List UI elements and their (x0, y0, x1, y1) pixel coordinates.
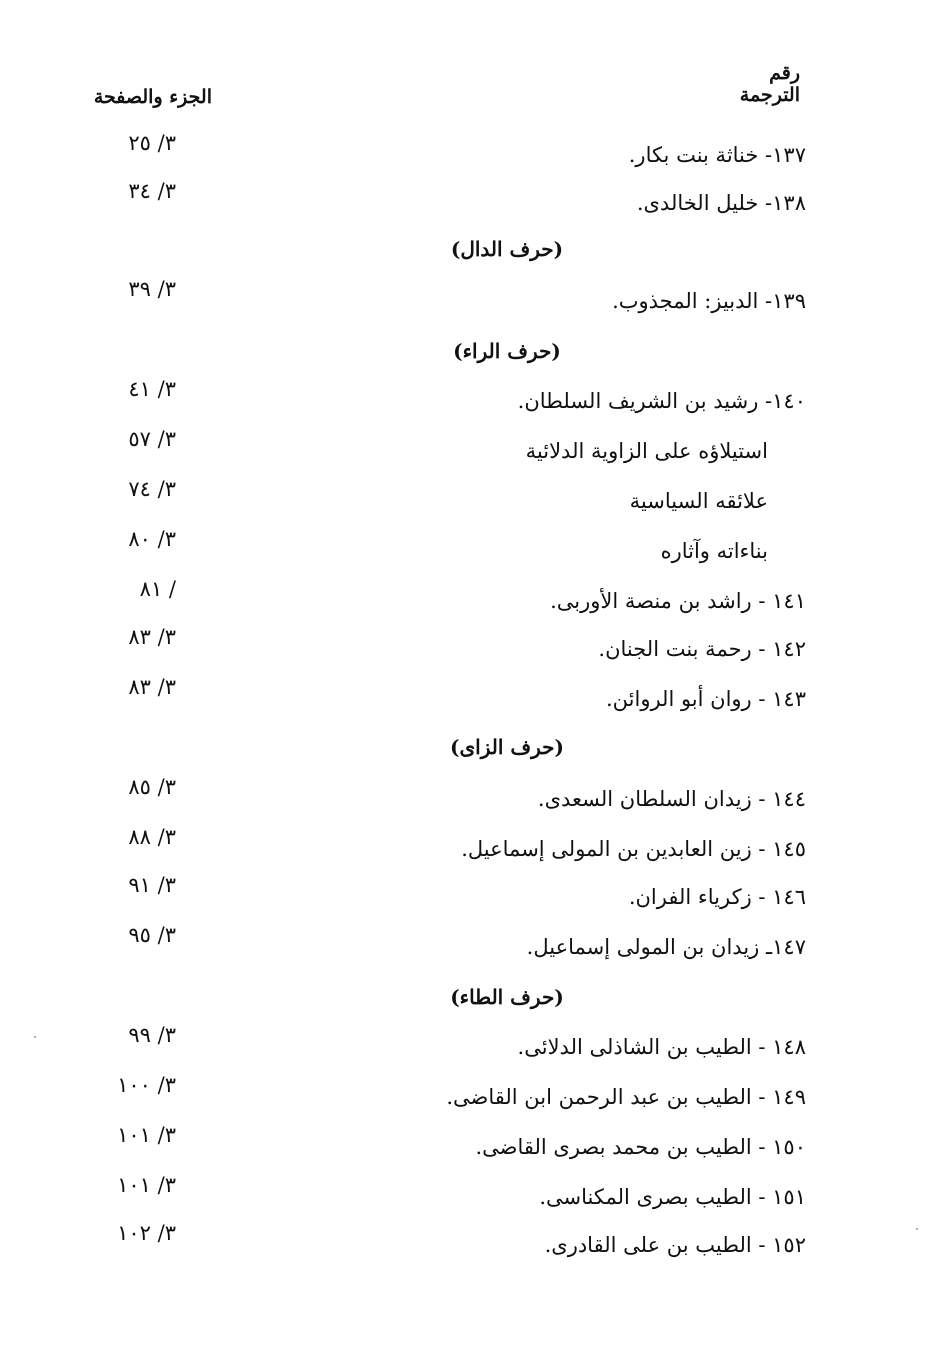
volume-page-ref: ٣/ ٨٠ (128, 527, 176, 551)
entry-title: ١٣٧- خناثة بنت بكار. (628, 143, 806, 167)
entry-title: استيلاؤه على الزاوية الدلائية (525, 439, 768, 463)
translation-number-header (740, 62, 800, 106)
section-heading-text: (حرف الدال) (450, 237, 564, 261)
volume-page-ref: ٣/ ٨٣ (128, 675, 176, 699)
index-entry-row (0, 625, 938, 674)
scan-speck (916, 1228, 918, 1230)
header-line-2: الترجمة (739, 84, 800, 106)
index-subentry-row (0, 527, 938, 576)
index-entry-row (0, 1123, 938, 1172)
section-heading (0, 982, 938, 1012)
index-entry-row (0, 775, 938, 824)
index-subentry-row (0, 477, 938, 526)
volume-page-ref: ٣/ ٢٥ (128, 131, 176, 155)
section-heading (0, 234, 938, 264)
section-heading-text: (حرف الزاى) (450, 735, 564, 759)
entry-title: ١٤٥ - زين العابدين بن المولى إسماعيل. (461, 837, 806, 861)
entry-title: ١٤٣ - روان أبو الروائن. (605, 687, 806, 711)
volume-page-ref: ٣/ ٤١ (128, 377, 176, 401)
entry-title: ١٤٨ - الطيب بن الشاذلى الدلائى. (517, 1035, 806, 1059)
entry-title: ١٣٨- خليل الخالدى. (636, 191, 806, 215)
section-heading-text: (حرف الراء) (453, 339, 561, 363)
index-entry-row (0, 1221, 938, 1270)
volume-page-ref: ٣/ ١٠٢ (117, 1221, 176, 1245)
entry-title: ١٣٩- الدبيز: المجذوب. (612, 289, 806, 313)
section-heading-text: (حرف الطاء) (450, 985, 564, 1009)
index-subentry-row (0, 427, 938, 476)
entry-title: بناءاته وآثاره (660, 539, 768, 563)
volume-page-header: الجزء والصفحة (93, 86, 212, 108)
section-heading (0, 336, 938, 366)
index-entry-row (0, 923, 938, 972)
section-heading (0, 732, 938, 762)
header-line-1: رقم (769, 62, 800, 84)
index-entry-row (0, 577, 938, 626)
volume-page-ref: / ٨١ (139, 577, 176, 601)
volume-page-ref: ٣/ ٥٧ (128, 427, 176, 451)
index-entry-row (0, 675, 938, 724)
volume-page-ref: ٣/ ٩١ (128, 873, 176, 897)
volume-page-ref: ٣/ ٩٥ (128, 923, 176, 947)
index-entry-row (0, 1073, 938, 1122)
index-entry-row (0, 1173, 938, 1222)
entry-title: ١٥٢ - الطيب بن على القادرى. (544, 1233, 806, 1257)
volume-page-ref: ٣/ ٩٩ (128, 1023, 176, 1047)
index-entry-row (0, 131, 938, 180)
entry-title: ١٤١ - راشد بن منصة الأوربى. (550, 589, 806, 613)
entry-title: علائقه السياسية (629, 489, 768, 513)
index-entry-row (0, 377, 938, 426)
volume-page-ref: ٣/ ٨٥ (128, 775, 176, 799)
volume-page-ref: ٣/ ٣٩ (128, 277, 176, 301)
entry-title: ١٤٧ـ زيدان بن المولى إسماعيل. (526, 935, 806, 959)
volume-page-ref: ٣/ ٨٣ (128, 625, 176, 649)
entry-title: ١٤٢ - رحمة بنت الجنان. (598, 637, 806, 661)
volume-page-ref: ٣/ ١٠١ (117, 1173, 176, 1197)
entry-title: ١٥١ - الطيب بصرى المكناسى. (539, 1185, 806, 1209)
volume-page-ref: ٣/ ٣٤ (128, 179, 176, 203)
entry-title: ١٤٤ - زيدان السلطان السعدى. (537, 787, 806, 811)
entry-title: ١٤٦ - زكرياء الفران. (628, 885, 806, 909)
volume-page-ref: ٣/ ٧٤ (128, 477, 176, 501)
index-entry-row (0, 179, 938, 228)
index-entry-row (0, 825, 938, 874)
index-entry-row (0, 277, 938, 326)
scan-speck (34, 1036, 36, 1038)
index-entry-row (0, 873, 938, 922)
entry-title: ١٤٠- رشيد بن الشريف السلطان. (517, 389, 806, 413)
volume-page-ref: ٣/ ٨٨ (128, 825, 176, 849)
volume-page-ref: ٣/ ١٠٠ (117, 1073, 176, 1097)
index-entry-row (0, 1023, 938, 1072)
entry-title: ١٥٠ - الطيب بن محمد بصرى القاضى. (475, 1135, 806, 1159)
volume-page-ref: ٣/ ١٠١ (117, 1123, 176, 1147)
entry-title: ١٤٩ - الطيب بن عبد الرحمن ابن القاضى. (446, 1085, 806, 1109)
